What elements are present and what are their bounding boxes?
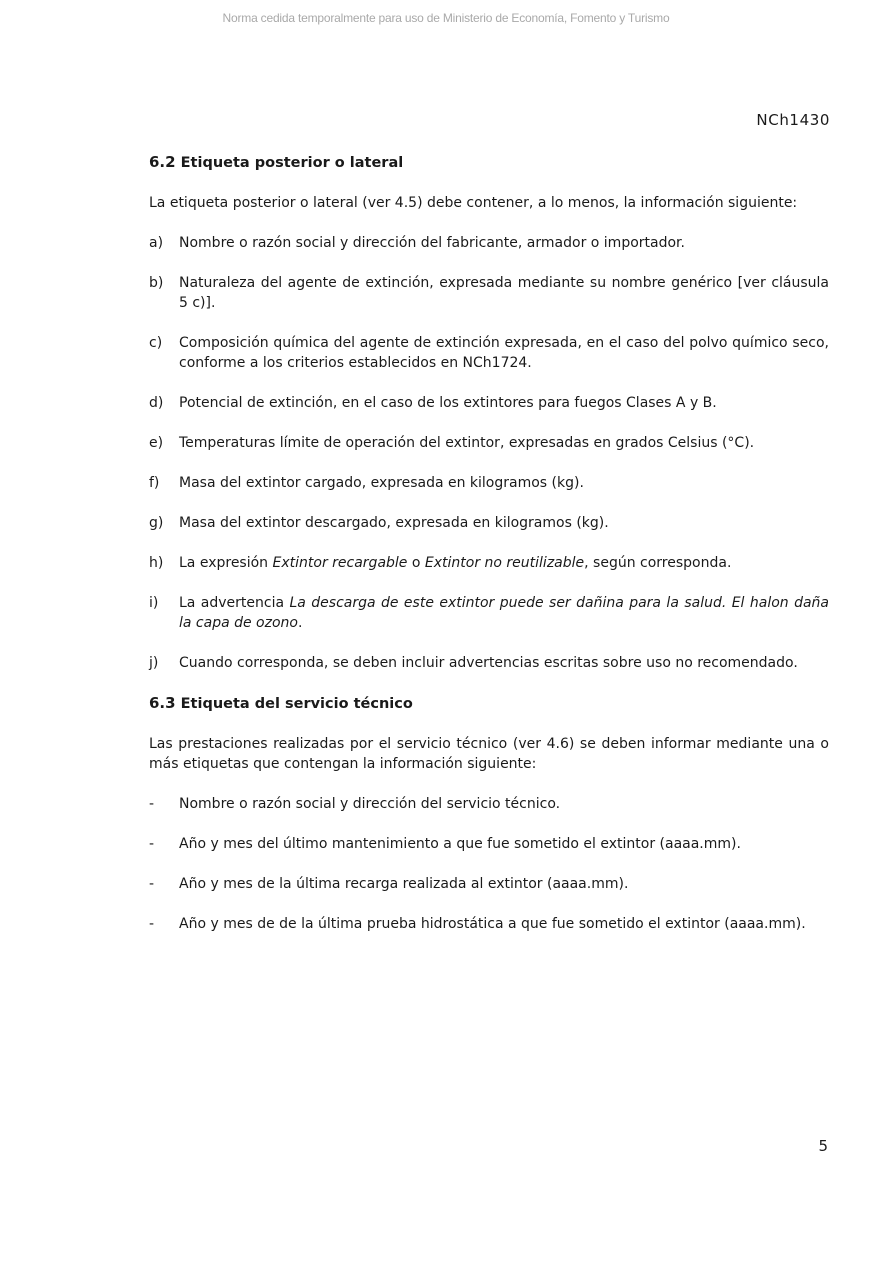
list-item-text: Composición química del agente de extinción expresada, en el caso del polvo químico seco, conforme a los criterios establecidos en NCh1724.	[179, 335, 829, 371]
list-item-text: Cuando corresponda, se deben incluir advertencias escritas sobre uso no recomendado.	[179, 655, 798, 671]
list-item	[149, 593, 829, 633]
list-item	[149, 393, 829, 413]
list-item-text	[179, 553, 829, 573]
list-item-text: Año y mes del último mantenimiento a que fue sometido el extintor (aaaa.mm).	[179, 836, 741, 852]
list-item	[149, 834, 829, 854]
list-item-text: Naturaleza del agente de extinción, expresada mediante su nombre genérico [ver cláusula 5 c)].	[179, 275, 829, 311]
list-marker: e)	[149, 435, 164, 451]
section-heading-6-3	[149, 693, 829, 714]
document-code: NCh1430	[756, 111, 830, 129]
list-item	[149, 273, 829, 313]
section-title: Etiqueta del servicio técnico	[180, 696, 413, 712]
list-item	[149, 473, 829, 493]
list-item-text: Año y mes de de la última prueba hidrostática a que fue sometido el extintor (aaaa.mm).	[179, 916, 806, 932]
text-fragment: .	[297, 615, 303, 631]
list-marker: -	[149, 876, 155, 892]
text-fragment: La advertencia	[179, 595, 290, 611]
section-intro: La etiqueta posterior o lateral (ver 4.5) debe contener, a lo menos, la información siguiente:	[149, 195, 798, 211]
page-number: 5	[818, 1137, 828, 1155]
list-marker: d)	[149, 395, 164, 411]
list-item	[149, 233, 829, 253]
list-marker: i)	[149, 595, 159, 611]
list-item-text: Nombre o razón social y dirección del fabricante, armador o importador.	[179, 235, 685, 251]
italic-term: Extintor no reutilizable	[424, 555, 585, 571]
section-heading-6-2	[149, 152, 829, 173]
text-fragment: o	[407, 555, 425, 571]
list-marker: j)	[149, 655, 159, 671]
section-intro: Las prestaciones realizadas por el servicio técnico (ver 4.6) se deben informar mediante una o más etiquetas que contengan la información siguiente:	[149, 736, 829, 772]
text-fragment: , según corresponda.	[584, 555, 732, 571]
list-item-text: Temperaturas límite de operación del extintor, expresadas en grados Celsius (°C).	[179, 435, 755, 451]
list-marker: h)	[149, 555, 164, 571]
section-title: Etiqueta posterior o lateral	[180, 155, 404, 171]
list-item-text: Año y mes de la última recarga realizada al extintor (aaaa.mm).	[179, 876, 629, 892]
list-marker: -	[149, 836, 155, 852]
list-marker: g)	[149, 515, 164, 531]
list-item	[149, 914, 829, 934]
section-number: 6.3	[149, 694, 176, 712]
list-item	[149, 553, 829, 573]
section-number: 6.2	[149, 153, 176, 171]
list-marker: f)	[149, 475, 160, 491]
list-item-text: Nombre o razón social y dirección del servicio técnico.	[179, 796, 561, 812]
watermark: Norma cedida temporalmente para uso de Ministerio de Economía, Fomento y Turismo	[222, 11, 670, 25]
list-item-text: Masa del extintor cargado, expresada en kilogramos (kg).	[179, 475, 584, 491]
list-item	[149, 653, 829, 673]
text-fragment: La expresión	[179, 555, 273, 571]
list-item-text: Potencial de extinción, en el caso de los extintores para fuegos Clases A y B.	[179, 395, 717, 411]
list-item	[149, 513, 829, 533]
page-content	[149, 152, 829, 954]
list-item	[149, 874, 829, 894]
list-marker: a)	[149, 235, 164, 251]
list-item	[149, 433, 829, 453]
italic-warning: La descarga de este extintor puede ser dañina para la salud. El halon daña la capa de ozono	[179, 595, 829, 631]
list-item	[149, 333, 829, 373]
list-item	[149, 794, 829, 814]
list-marker: -	[149, 916, 155, 932]
list-marker: c)	[149, 335, 163, 351]
italic-term: Extintor recargable	[272, 555, 408, 571]
list-item-text	[179, 593, 829, 633]
list-marker: b)	[149, 275, 164, 291]
list-item-text: Masa del extintor descargado, expresada en kilogramos (kg).	[179, 515, 609, 531]
list-marker: -	[149, 796, 155, 812]
